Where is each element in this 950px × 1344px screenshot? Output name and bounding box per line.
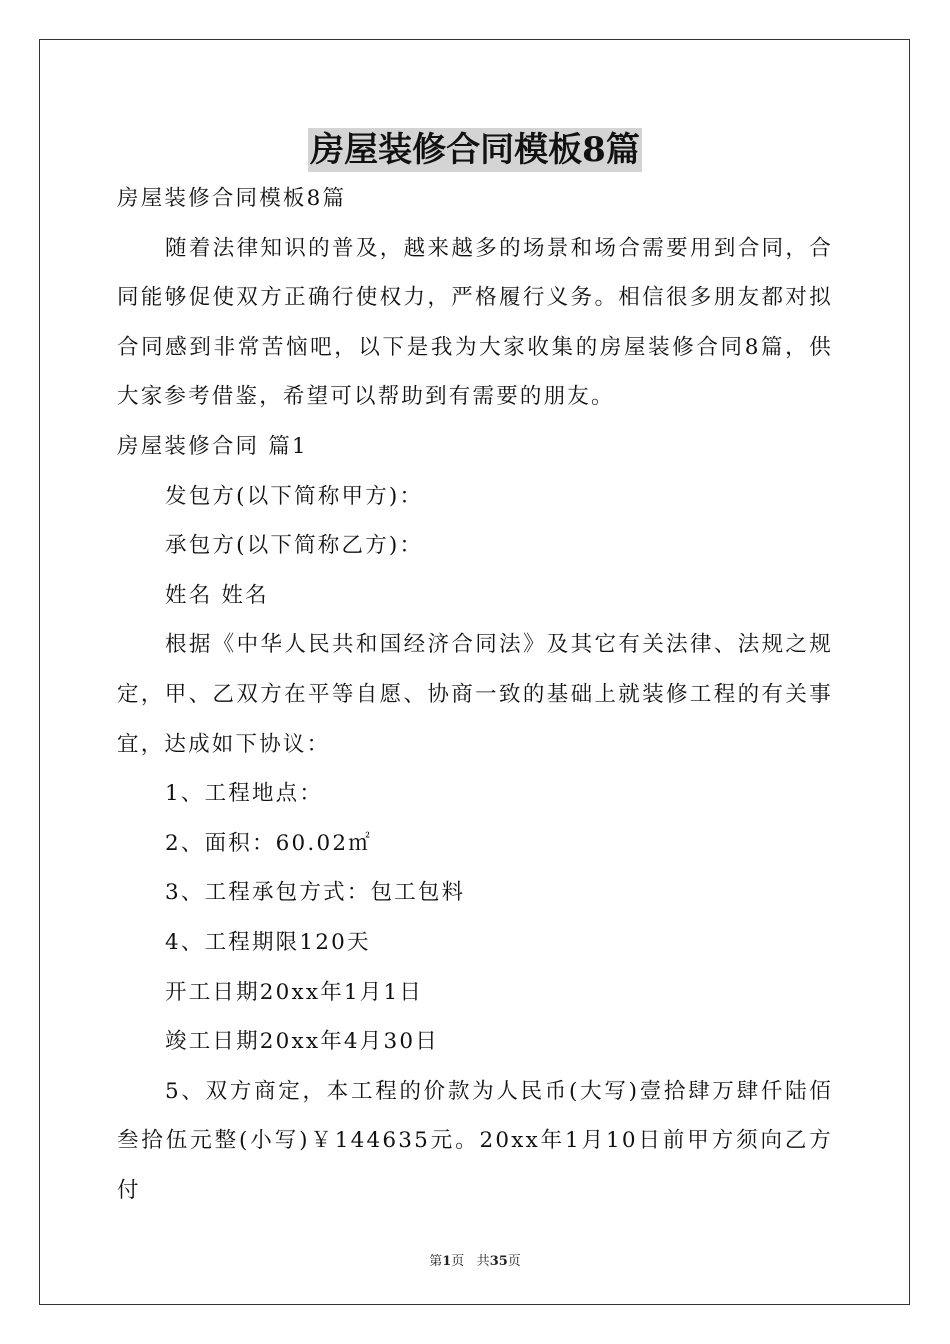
subtitle-line: 房屋装修合同模板8篇	[117, 186, 347, 211]
names-line: 姓名 姓名	[165, 582, 269, 608]
document-body	[117, 174, 833, 1215]
footer-page-number: 1	[442, 1254, 452, 1269]
footer-total-pages: 35	[489, 1254, 508, 1269]
document-title	[0, 128, 950, 172]
footer-page-suffix: 页	[451, 1254, 465, 1269]
clause-area: 2、面积：60.02㎡	[165, 830, 372, 856]
end-date-line: 竣工日期20xx年4月30日	[165, 1029, 439, 1055]
footer-page-prefix: 第	[429, 1254, 443, 1269]
clause-contract-mode: 3、工程承包方式：包工包料	[165, 880, 466, 906]
footer-total-suffix: 页	[507, 1254, 521, 1269]
start-date-line: 开工日期20xx年1月1日	[165, 979, 424, 1005]
intro-paragraph: 随着法律知识的普及，越来越多的场景和场合需要用到合同，合同能够促使双方正确行使权力，严格履行义务。相信很多朋友都对拟合同感到非常苦恼吧，以下是我为大家收集的房屋装修合同8篇，供大家参考借鉴，希望可以帮助到有需要的朋友。	[117, 235, 833, 410]
clause-price: 5、双方商定，本工程的价款为人民币(大写)壹拾肆万肆仟陆佰叁拾伍元整(小写)￥144635元。20xx年1月10日前甲方须向乙方付	[117, 1078, 833, 1203]
clause-duration: 4、工程期限120天	[165, 929, 371, 955]
section-heading: 房屋装修合同 篇1	[117, 433, 308, 459]
document-title-text: 房屋装修合同模板8篇	[310, 130, 640, 170]
party-b-line: 承包方(以下简称乙方)：	[165, 533, 424, 559]
page-footer	[0, 1250, 950, 1269]
agreement-basis-paragraph: 根据《中华人民共和国经济合同法》及其它有关法律、法规之规定，甲、乙双方在平等自愿、协商一致的基础上就装修工程的有关事宜，达成如下协议：	[117, 632, 833, 757]
clause-location: 1、工程地点：	[165, 781, 324, 807]
footer-total-prefix: 共	[476, 1254, 490, 1269]
party-a-line: 发包方(以下简称甲方)：	[165, 483, 424, 509]
